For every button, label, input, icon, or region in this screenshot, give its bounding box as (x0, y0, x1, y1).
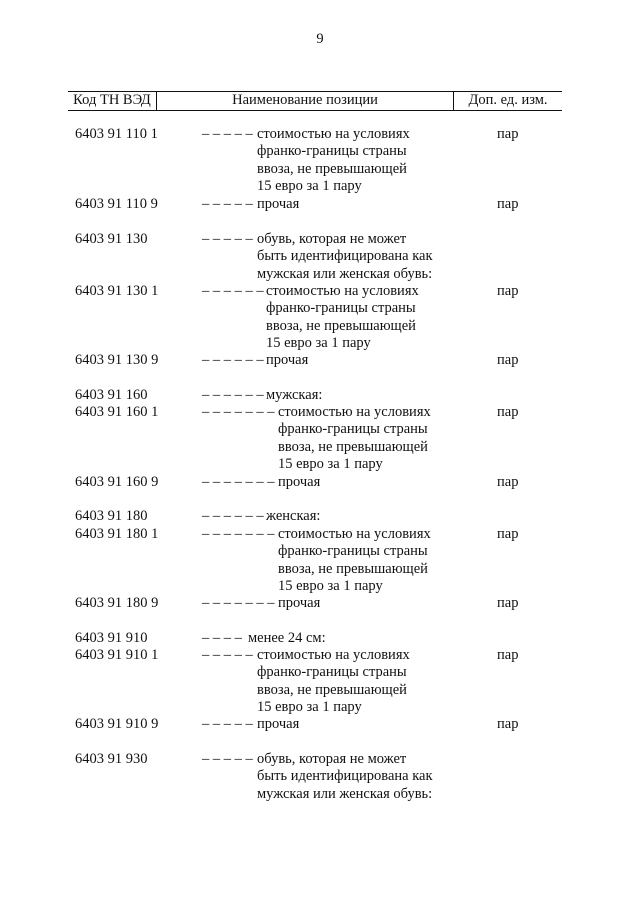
description-line: женская: (266, 508, 321, 524)
dash-leader: – – – – – – (202, 508, 264, 524)
dash-leader: – – – – – (202, 196, 253, 212)
dash-leader: – – – – – – (202, 283, 264, 299)
description-line: ввоза, не превышающей (257, 160, 407, 177)
description-line: обувь, которая не может (257, 231, 407, 247)
row-unit: пар (497, 196, 519, 212)
row-code: 6403 91 930 (75, 751, 148, 767)
description-line: прочая (278, 595, 321, 611)
dash-leader: – – – – – (202, 126, 253, 142)
page-number: 9 (316, 31, 324, 47)
row-description (202, 387, 322, 404)
row-unit: пар (497, 283, 519, 299)
row-code: 6403 91 160 (75, 387, 148, 403)
description-line: 15 евро за 1 пару (257, 698, 362, 715)
row-description (202, 630, 326, 647)
row-code: 6403 91 110 9 (75, 196, 158, 212)
description-line: прочая (257, 716, 300, 732)
row-unit: пар (497, 716, 519, 732)
row-code: 6403 91 130 (75, 231, 148, 247)
description-line: 15 евро за 1 пару (278, 577, 383, 594)
description-line: стоимостью на условиях (257, 126, 410, 142)
row-description (202, 196, 299, 213)
description-line: ввоза, не превышающей (278, 438, 428, 455)
description-line: стоимостью на условиях (257, 647, 410, 663)
description-line: 15 евро за 1 пару (278, 455, 383, 472)
row-unit: пар (497, 526, 519, 542)
dash-leader: – – – – – – – (202, 474, 275, 490)
dash-leader: – – – – – – – (202, 526, 275, 542)
dash-leader: – – – – – – – (202, 595, 275, 611)
description-line: ввоза, не превышающей (266, 317, 416, 334)
description-line: прочая (257, 196, 300, 212)
row-description (202, 526, 431, 595)
header-name: Наименование позиции (232, 92, 378, 108)
description-line: менее 24 см: (248, 630, 326, 646)
row-description (202, 283, 419, 352)
row-code: 6403 91 180 1 (75, 526, 159, 542)
dash-leader: – – – – – – (202, 387, 264, 403)
description-line: стоимостью на условиях (278, 526, 431, 542)
dash-leader: – – – – – (202, 716, 253, 732)
row-description (202, 751, 433, 803)
row-unit: пар (497, 474, 519, 490)
row-description (202, 474, 320, 491)
description-line: обувь, которая не может (257, 751, 407, 767)
description-line: 15 евро за 1 пару (257, 177, 362, 194)
row-code: 6403 91 130 1 (75, 283, 159, 299)
description-line: быть идентифицирована как (257, 248, 433, 265)
row-code: 6403 91 180 (75, 508, 148, 524)
row-code: 6403 91 110 1 (75, 126, 158, 142)
description-line: 15 евро за 1 пару (266, 334, 371, 351)
description-line: франко-границы страны (278, 421, 428, 438)
row-unit: пар (497, 404, 519, 420)
row-description (202, 716, 299, 733)
description-line: прочая (266, 352, 309, 368)
row-code: 6403 91 160 9 (75, 474, 159, 490)
dash-leader: – – – – – – (202, 352, 264, 368)
dash-leader: – – – – – (202, 231, 253, 247)
description-line: ввоза, не превышающей (278, 560, 428, 577)
row-description (202, 595, 320, 612)
description-line: стоимостью на условиях (266, 283, 419, 299)
row-unit: пар (497, 595, 519, 611)
row-code: 6403 91 910 9 (75, 716, 159, 732)
description-line: прочая (278, 474, 321, 490)
description-line: ввоза, не превышающей (257, 681, 407, 698)
description-line: франко-границы страны (266, 300, 416, 317)
row-unit: пар (497, 126, 519, 142)
dash-leader: – – – – – – – (202, 404, 275, 420)
row-description (202, 404, 431, 473)
row-description (202, 231, 433, 283)
header-code: Код ТН ВЭД (73, 92, 151, 108)
header-bottom-rule (68, 110, 562, 111)
description-line: мужская: (266, 387, 323, 403)
row-code: 6403 91 160 1 (75, 404, 159, 420)
dash-leader: – – – – – (202, 751, 253, 767)
row-code: 6403 91 180 9 (75, 595, 159, 611)
row-code: 6403 91 130 9 (75, 352, 159, 368)
row-description (202, 647, 410, 716)
row-description (202, 126, 410, 195)
row-code: 6403 91 910 (75, 630, 148, 646)
description-line: франко-границы страны (278, 543, 428, 560)
description-line: франко-границы страны (257, 664, 407, 681)
header-unit: Доп. ед. изм. (468, 92, 548, 108)
description-line: быть идентифицирована как (257, 768, 433, 785)
description-line: мужская или женская обувь: (257, 265, 433, 282)
row-unit: пар (497, 647, 519, 663)
row-description (202, 352, 308, 369)
row-unit: пар (497, 352, 519, 368)
row-code: 6403 91 910 1 (75, 647, 159, 663)
table-header (68, 92, 562, 110)
dash-leader: – – – – (202, 630, 242, 646)
description-line: стоимостью на условиях (278, 404, 431, 420)
description-line: мужская или женская обувь: (257, 785, 433, 802)
description-line: франко-границы страны (257, 143, 407, 160)
dash-leader: – – – – – (202, 647, 253, 663)
row-description (202, 508, 320, 525)
